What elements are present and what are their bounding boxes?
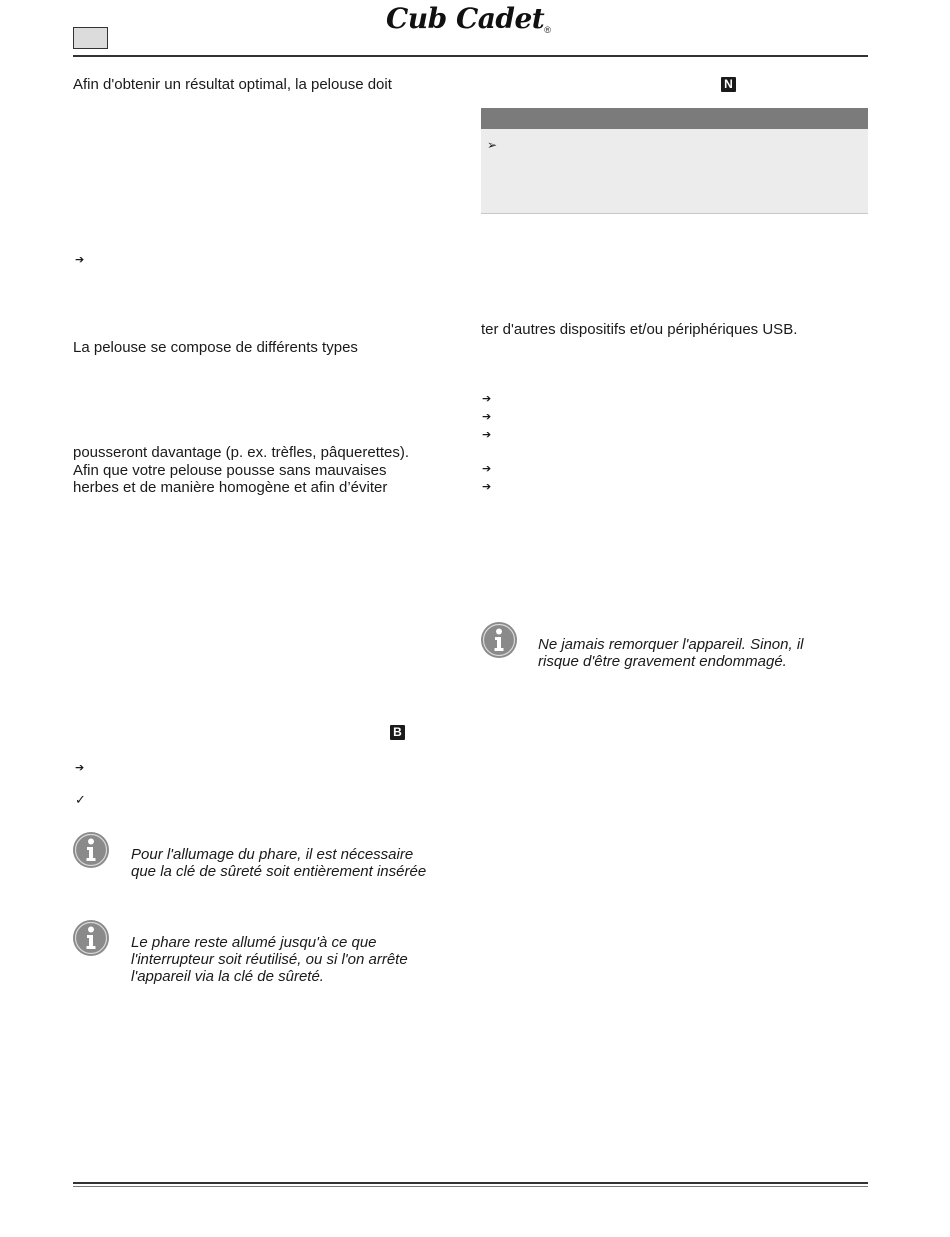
arrow-bullet-icon: ➔: [482, 393, 492, 405]
info-note-headlight-on-line-1: Le phare reste allumé jusqu'à ce que: [131, 934, 377, 951]
info-note-headlight-line-2: que la clé de sûreté soit entièrement insérée: [131, 863, 427, 880]
arrow-bullet-icon: ➔: [482, 481, 492, 493]
arrow-bullet-icon: ➔: [482, 429, 492, 441]
paragraph-usb-devices: ter d'autres dispositifs et/ou périphériques USB.: [481, 321, 798, 338]
paragraph-growth-line-3: herbes et de manière homogène et afin d’éviter: [73, 479, 388, 496]
header-rule: [73, 55, 868, 57]
paragraph-optimal-result: Afin d'obtenir un résultat optimal, la pelouse doit: [73, 76, 392, 93]
page-number-box: [73, 27, 108, 49]
paragraph-lawn-types: La pelouse se compose de différents types: [73, 339, 358, 356]
arrow-bullet-icon: ➔: [75, 762, 85, 774]
brand-registered-mark: ®: [544, 25, 551, 35]
arrow-bullet-icon: ➔: [75, 254, 85, 266]
brand-logo: [386, 2, 561, 38]
info-icon: [72, 919, 110, 957]
section-letter-n-badge: [721, 77, 736, 92]
footer-rule: [73, 1182, 868, 1184]
section-letter-b: B: [393, 725, 402, 739]
paragraph-growth-line-2: Afin que votre pelouse pousse sans mauvaises: [73, 462, 387, 479]
note-bullet-icon: ➢: [487, 138, 498, 152]
info-note-headlight-on-line-2: l'interrupteur soit réutilisé, ou si l'on arrête: [131, 951, 408, 968]
note-panel-header: [481, 108, 868, 129]
paragraph-growth-line-1: pousseront davantage (p. ex. trèfles, pâquerettes).: [73, 444, 410, 461]
info-icon: [72, 831, 110, 869]
info-note-towing-line-2: risque d'être gravement endommagé.: [538, 653, 787, 670]
note-panel: [481, 108, 868, 214]
info-note-headlight-line-1: Pour l'allumage du phare, il est nécessaire: [131, 846, 414, 863]
brand-name: Cub Cadet: [386, 2, 545, 35]
checkmark-icon: ✓: [75, 792, 86, 807]
info-icon: [480, 621, 518, 659]
info-note-headlight-on-line-3: l'appareil via la clé de sûreté.: [131, 968, 324, 985]
section-letter-b-badge: [390, 725, 405, 740]
info-note-towing-line-1: Ne jamais remorquer l'appareil. Sinon, il: [538, 636, 804, 653]
arrow-bullet-icon: ➔: [482, 463, 492, 475]
section-letter-n: N: [724, 77, 733, 91]
arrow-bullet-icon: ➔: [482, 411, 492, 423]
footer-rule-thin: [73, 1186, 868, 1187]
